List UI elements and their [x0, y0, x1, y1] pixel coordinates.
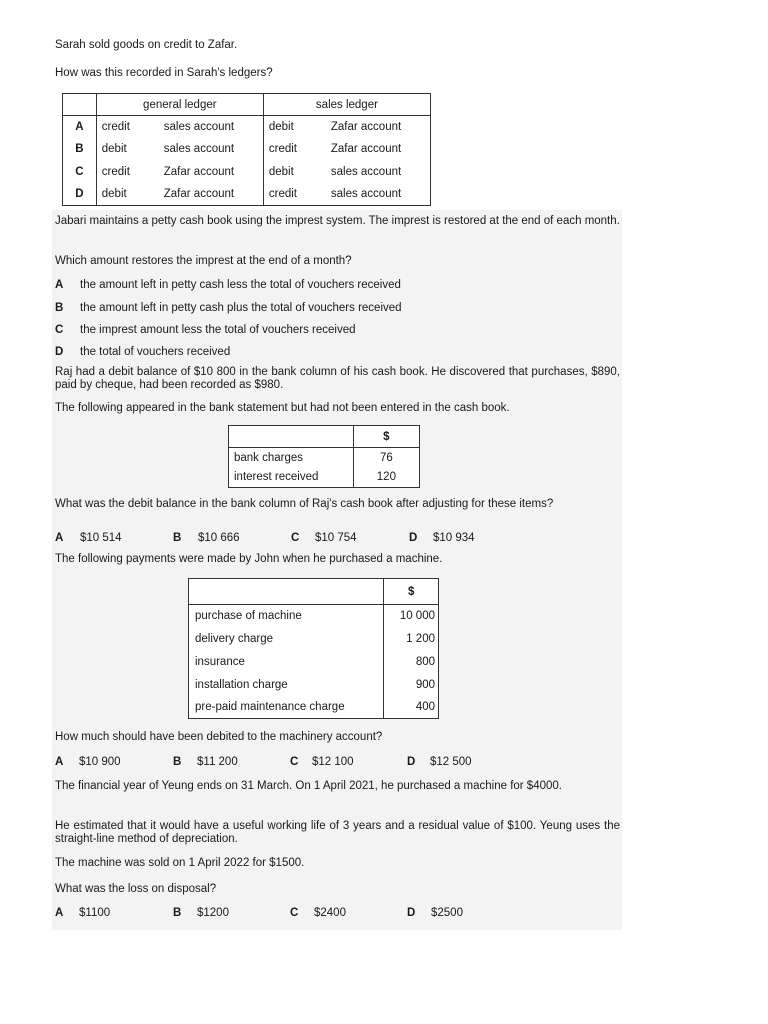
q1-gl-account: Zafar account — [163, 188, 235, 200]
q3-stem: Raj had a debit balance of $10 800 in the bank column of his cash book. He discovered that purchases, $890, paid by cheque, had been recorded as $980. — [55, 366, 620, 391]
q4-item-label: pre-paid maintenance charge — [189, 697, 384, 719]
q1-gl-cell — [96, 183, 263, 206]
q3-intro: The following appeared in the bank statement but had not been entered in the cash book. — [55, 402, 510, 414]
q1-sl-cell — [263, 161, 430, 184]
q3-bank-table — [228, 425, 420, 488]
q1-ledger-row — [63, 138, 431, 161]
q5-question: What was the loss on disposal? — [55, 883, 217, 895]
q4-option-b-letter: B — [173, 756, 182, 768]
q4-item-amount: 800 — [384, 651, 439, 674]
q4-option-a-text: $10 900 — [79, 756, 121, 768]
q1-ledger-row — [63, 161, 431, 184]
q3-item-label: bank charges — [229, 448, 354, 468]
q4-question: How much should have been debited to the machinery account? — [55, 731, 383, 743]
q4-item-label: installation charge — [189, 674, 384, 697]
q1-gl-account: Zafar account — [163, 165, 235, 178]
q2-option-a-text: the amount left in petty cash less the total of vouchers received — [80, 279, 401, 291]
q3-option-b-letter: B — [173, 532, 182, 544]
q4-item-label: delivery charge — [189, 628, 384, 651]
q4-option-a-letter: A — [55, 756, 64, 768]
q1-gl-account: sales account — [163, 121, 235, 133]
q1-header-general-ledger: general ledger — [96, 94, 263, 116]
q2-option-b — [55, 302, 615, 316]
q4-option-d-text: $12 500 — [430, 756, 472, 768]
q3-option-a-letter: A — [55, 532, 64, 544]
q1-sl-cell — [263, 183, 430, 206]
q5-option-a-text: $1100 — [79, 907, 111, 919]
q1-sl-account: sales account — [330, 188, 402, 200]
q2-option-d-letter: D — [55, 346, 64, 358]
q1-header-blank — [63, 94, 97, 116]
q2-option-c-text: the imprest amount less the total of vouchers received — [80, 324, 356, 336]
q1-ledger-row — [63, 116, 431, 139]
q4-option-c-letter: C — [290, 756, 299, 768]
q1-sl-account: Zafar account — [330, 121, 402, 133]
q1-stem: Sarah sold goods on credit to Zafar. — [55, 39, 238, 51]
q1-sl-entry: credit — [268, 188, 297, 200]
q1-row-letter: C — [63, 161, 97, 184]
q1-sl-account: sales account — [330, 165, 402, 178]
q5-option-b-letter: B — [173, 907, 182, 919]
q1-sl-cell — [263, 116, 430, 139]
q4-option-c-text: $12 100 — [312, 756, 354, 768]
q5-options — [55, 907, 615, 921]
q4-stem: The following payments were made by John when he purchased a machine. — [55, 553, 443, 565]
q4-option-d-letter: D — [407, 756, 416, 768]
q1-gl-entry: debit — [101, 188, 127, 200]
q2-option-b-letter: B — [55, 302, 64, 314]
q2-option-c — [55, 324, 615, 338]
q2-question: Which amount restores the imprest at the end of a month? — [55, 255, 352, 267]
q3-item-amount: 76 — [353, 448, 419, 468]
q3-option-d-text: $10 934 — [433, 532, 475, 544]
q1-gl-account: sales account — [163, 143, 235, 156]
q4-header-currency: $ — [384, 579, 439, 605]
q4-item-amount: 10 000 — [384, 605, 439, 628]
q5-para2: He estimated that it would have a useful working life of 3 years and a residual value of $100. Yeung uses the straight-line method of depreciation. — [55, 820, 620, 845]
q1-sl-account: Zafar account — [330, 143, 402, 156]
q1-gl-cell — [96, 116, 263, 139]
q3-question: What was the debit balance in the bank column of Raj's cash book after adjusting for these items? — [55, 498, 554, 510]
q1-gl-entry: credit — [101, 121, 130, 133]
q3-item-label: interest received — [229, 468, 354, 488]
q3-option-a-text: $10 514 — [80, 532, 122, 544]
q4-item-amount: 400 — [384, 697, 439, 719]
q1-sl-entry: debit — [268, 121, 294, 133]
q5-option-d-letter: D — [407, 907, 416, 919]
q5-option-a-letter: A — [55, 907, 64, 919]
q4-options — [55, 756, 615, 770]
q2-option-d-text: the total of vouchers received — [80, 346, 231, 358]
q5-option-d-text: $2500 — [431, 907, 463, 919]
q4-item-amount: 900 — [384, 674, 439, 697]
q4-payments-table — [188, 578, 439, 719]
q3-option-c-letter: C — [291, 532, 300, 544]
q1-row-letter: D — [63, 183, 97, 206]
q4-header-blank — [189, 579, 384, 605]
q2-option-b-text: the amount left in petty cash plus the total of vouchers received — [80, 302, 402, 314]
q3-options — [55, 532, 615, 546]
q5-para3: The machine was sold on 1 April 2022 for $1500. — [55, 857, 305, 869]
q2-option-a — [55, 279, 615, 293]
q1-question: How was this recorded in Sarah's ledgers? — [55, 67, 273, 79]
q1-gl-cell — [96, 138, 263, 161]
q3-option-d-letter: D — [409, 532, 418, 544]
q2-option-d — [55, 346, 615, 360]
q4-item-label: insurance — [189, 651, 384, 674]
q2-option-c-letter: C — [55, 324, 64, 336]
q5-option-c-text: $2400 — [314, 907, 346, 919]
q1-gl-entry: credit — [101, 165, 130, 178]
q1-sl-cell — [263, 138, 430, 161]
q3-option-b-text: $10 666 — [198, 532, 240, 544]
q3-option-c-text: $10 754 — [315, 532, 357, 544]
q1-header-sales-ledger: sales ledger — [263, 94, 430, 116]
q1-ledger-table — [62, 93, 431, 206]
q1-gl-cell — [96, 161, 263, 184]
q2-stem: Jabari maintains a petty cash book using the imprest system. The imprest is restored at the end of each month. — [55, 215, 620, 227]
q5-option-c-letter: C — [290, 907, 299, 919]
q2-option-a-letter: A — [55, 279, 64, 291]
q4-option-b-text: $11 200 — [197, 756, 238, 768]
q5-stem: The financial year of Yeung ends on 31 March. On 1 April 2021, he purchased a machine for $4000. — [55, 780, 562, 792]
q1-sl-entry: debit — [268, 165, 294, 178]
q4-item-amount: 1 200 — [384, 628, 439, 651]
q3-header-blank — [229, 426, 354, 448]
q5-option-b-text: $1200 — [197, 907, 229, 919]
q3-header-currency: $ — [353, 426, 419, 448]
q1-row-letter: A — [63, 116, 97, 139]
q1-row-letter: B — [63, 138, 97, 161]
q3-item-amount: 120 — [353, 468, 419, 488]
q4-item-label: purchase of machine — [189, 605, 384, 628]
q1-gl-entry: debit — [101, 143, 127, 156]
q1-sl-entry: credit — [268, 143, 297, 156]
q1-ledger-row — [63, 183, 431, 206]
